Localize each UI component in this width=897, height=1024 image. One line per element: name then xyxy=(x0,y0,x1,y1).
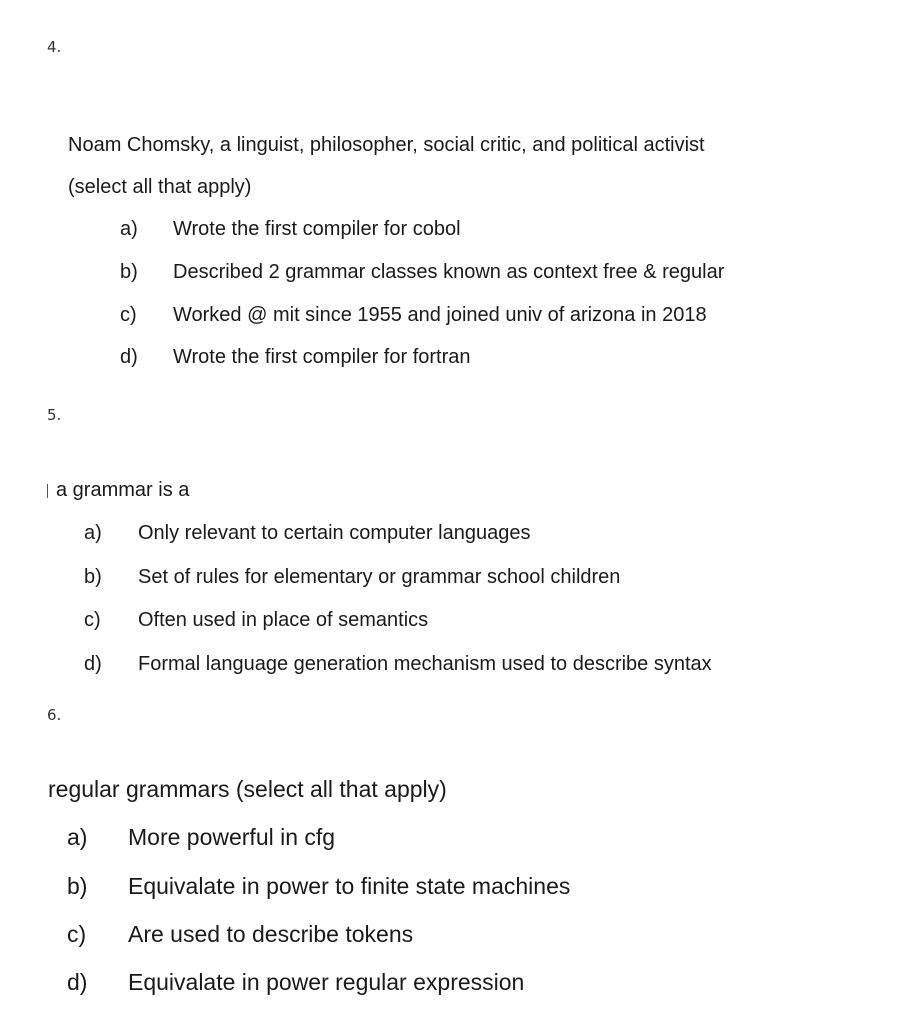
question-6-number: 6. xyxy=(47,706,62,724)
option-label: a) xyxy=(84,522,102,544)
question-6-option-b xyxy=(67,872,570,900)
question-6-prompt: regular grammars (select all that apply) xyxy=(48,776,447,802)
option-label: c) xyxy=(67,921,87,947)
question-4-option-d xyxy=(120,344,471,370)
option-label: b) xyxy=(120,261,138,283)
option-label: d) xyxy=(67,969,88,995)
option-text: Wrote the first compiler for cobol xyxy=(173,218,461,240)
option-label: d) xyxy=(84,653,102,675)
question-5-prompt: a grammar is a xyxy=(56,479,190,501)
option-text: Equivalate in power to finite state machines xyxy=(128,873,571,899)
question-4-option-b xyxy=(120,259,724,285)
question-4-prompt: Noam Chomsky, a linguist, philosopher, social critic, and political activist xyxy=(68,134,705,156)
option-text: Formal language generation mechanism used to describe syntax xyxy=(138,653,712,675)
question-6-option-d xyxy=(67,968,524,996)
question-4-option-a xyxy=(120,216,461,242)
option-label: c) xyxy=(84,609,101,631)
option-label: a) xyxy=(67,824,88,850)
option-text: Set of rules for elementary or grammar school children xyxy=(138,566,621,588)
question-5-option-d xyxy=(84,651,712,677)
question-6-option-a xyxy=(67,823,335,851)
option-text: Only relevant to certain computer languages xyxy=(138,522,531,544)
question-4-number: 4. xyxy=(47,38,62,56)
option-text: More powerful in cfg xyxy=(128,824,336,850)
option-label: b) xyxy=(84,566,102,588)
question-6-option-c xyxy=(67,920,413,948)
option-text: Wrote the first compiler for fortran xyxy=(173,346,471,368)
question-5-option-a xyxy=(84,520,530,546)
option-text: Equivalate in power regular expression xyxy=(128,969,525,995)
question-4-option-c xyxy=(120,302,707,328)
option-text: Worked @ mit since 1955 and joined univ of arizona in 2018 xyxy=(173,304,707,326)
option-label: c) xyxy=(120,304,137,326)
option-text: Often used in place of semantics xyxy=(138,609,429,631)
text-cursor-mark xyxy=(47,484,48,498)
option-text: Described 2 grammar classes known as context free & regular xyxy=(173,261,725,283)
option-label: b) xyxy=(67,873,88,899)
question-5-option-b xyxy=(84,564,620,590)
option-label: d) xyxy=(120,346,138,368)
question-5-option-c xyxy=(84,607,428,633)
question-5-number: 5. xyxy=(47,406,62,424)
option-text: Are used to describe tokens xyxy=(128,921,414,947)
question-4-prompt-note: (select all that apply) xyxy=(68,176,252,198)
option-label: a) xyxy=(120,218,138,240)
